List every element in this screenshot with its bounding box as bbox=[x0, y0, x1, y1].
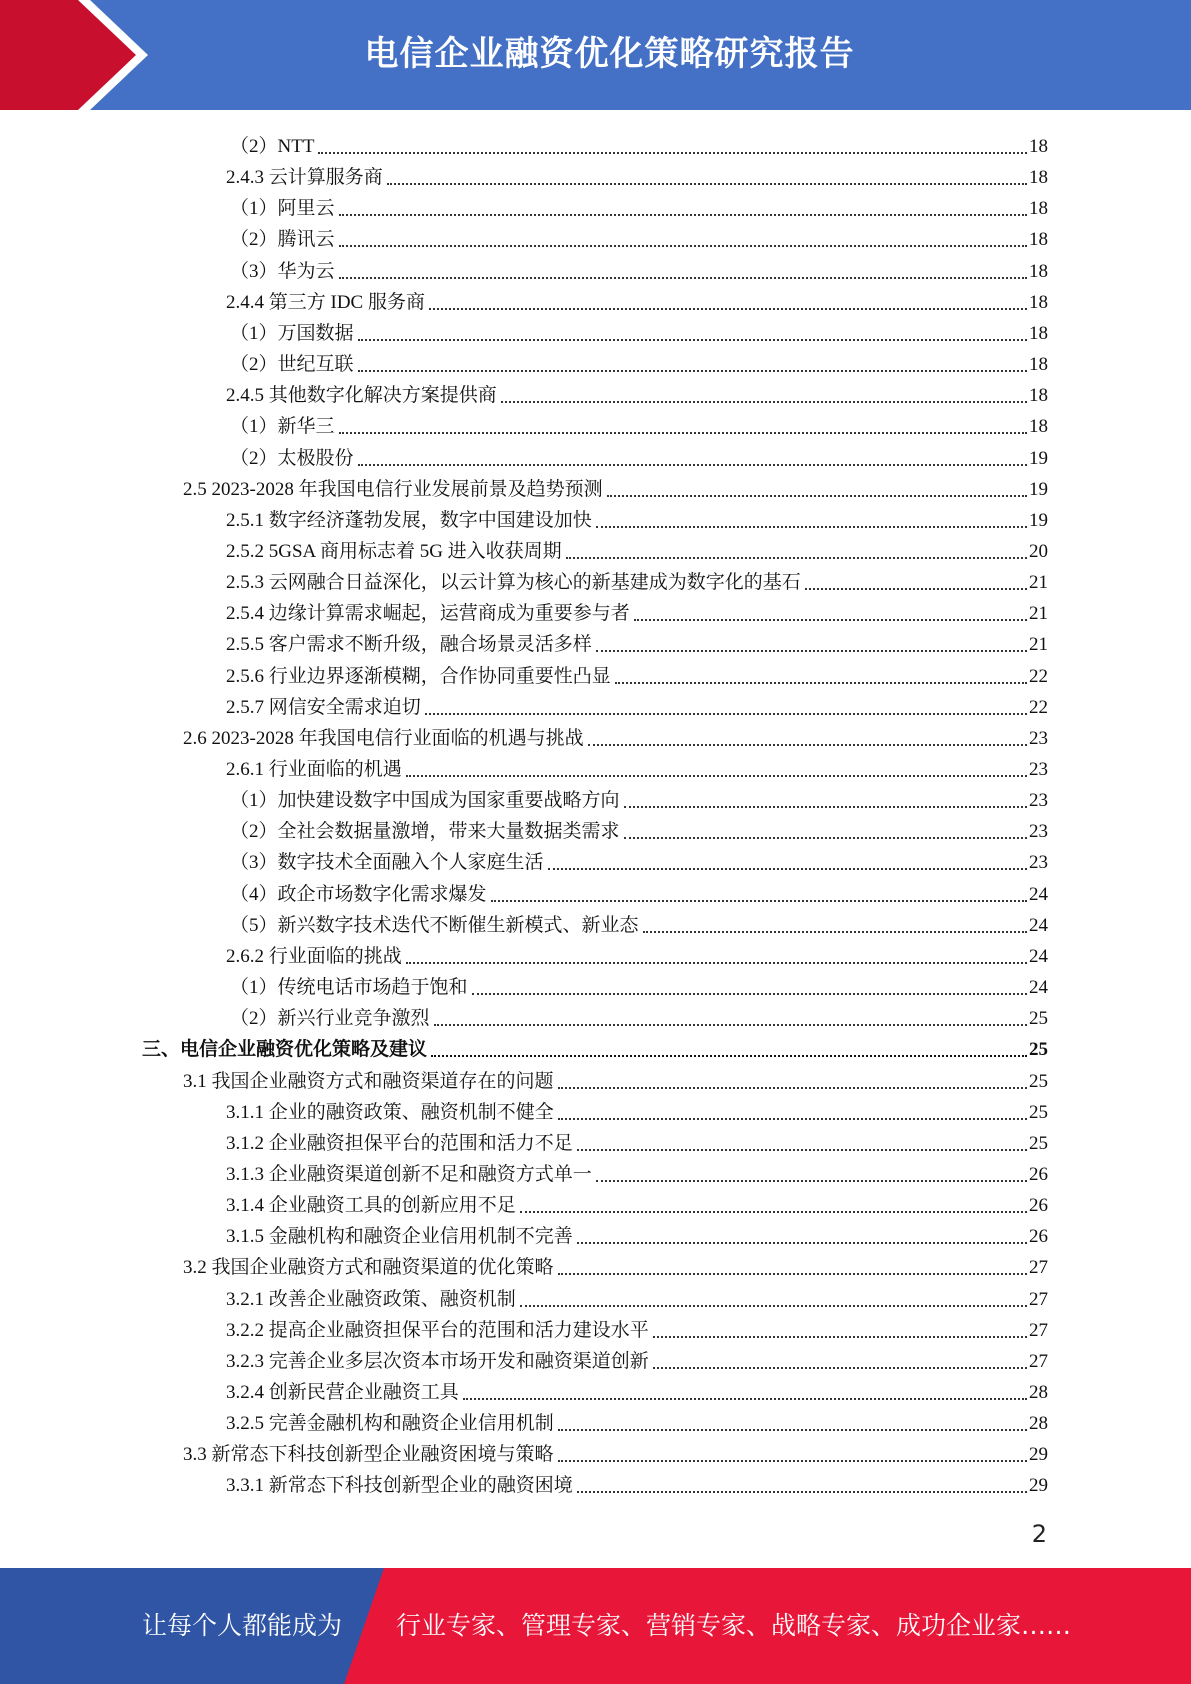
toc-dot-leader bbox=[472, 992, 1027, 995]
toc-entry-title: （4）政企市场数字化需求爆发 bbox=[230, 883, 487, 905]
page-header bbox=[0, 0, 1191, 110]
toc-entry-page: 25 bbox=[1029, 1070, 1048, 1092]
toc-dot-leader bbox=[577, 1490, 1027, 1493]
toc-entry-title: （2）世纪互联 bbox=[230, 354, 354, 376]
toc-entry[interactable] bbox=[230, 843, 1048, 874]
toc-entry-page: 26 bbox=[1029, 1226, 1048, 1248]
toc-dot-leader bbox=[339, 213, 1027, 216]
toc-entry-page: 25 bbox=[1029, 1008, 1048, 1030]
toc-entry-page: 27 bbox=[1029, 1288, 1048, 1310]
toc-entry[interactable] bbox=[230, 968, 1048, 999]
toc-dot-leader bbox=[624, 836, 1027, 839]
toc-entry-title: 3.1.2 企业融资担保平台的范围和活力不足 bbox=[226, 1132, 573, 1154]
toc-entry[interactable] bbox=[230, 439, 1048, 470]
toc-dot-leader bbox=[339, 244, 1027, 247]
toc-dot-leader bbox=[501, 400, 1027, 403]
toc-dot-leader bbox=[588, 743, 1027, 746]
toc-entry-page: 18 bbox=[1029, 136, 1048, 157]
toc-dot-leader bbox=[425, 712, 1027, 715]
toc-entry-title: 3.1.3 企业融资渠道创新不足和融资方式单一 bbox=[226, 1163, 592, 1185]
toc-entry[interactable] bbox=[142, 1030, 1048, 1061]
toc-entry-title: （1）新华三 bbox=[230, 416, 335, 438]
toc-entry-title: （3）华为云 bbox=[230, 260, 335, 282]
toc-entry[interactable] bbox=[226, 625, 1048, 656]
toc-entry-page: 24 bbox=[1029, 914, 1048, 936]
toc-entry[interactable] bbox=[226, 563, 1048, 594]
toc-entry-title: （2）腾讯云 bbox=[230, 229, 335, 251]
toc-dot-leader bbox=[615, 681, 1027, 684]
toc-entry-title: 三、电信企业融资优化策略及建议 bbox=[142, 1039, 428, 1061]
toc-dot-leader bbox=[805, 587, 1027, 590]
toc-entry-page: 25 bbox=[1029, 1101, 1048, 1123]
toc-entry-page: 22 bbox=[1029, 665, 1048, 687]
toc-entry[interactable] bbox=[183, 719, 1048, 750]
toc-entry[interactable] bbox=[226, 158, 1048, 189]
toc-entry-title: 3.1 我国企业融资方式和融资渠道存在的问题 bbox=[183, 1070, 554, 1092]
toc-entry-page: 18 bbox=[1029, 322, 1048, 344]
toc-entry-title: 2.5 2023-2028 年我国电信行业发展前景及趋势预测 bbox=[183, 478, 603, 500]
toc-entry-page: 20 bbox=[1029, 540, 1048, 562]
toc-entry[interactable] bbox=[230, 906, 1048, 937]
toc-entry-title: 3.1.1 企业的融资政策、融资机制不健全 bbox=[226, 1101, 554, 1123]
toc-entry-title: 3.2.1 改善企业融资政策、融资机制 bbox=[226, 1288, 516, 1310]
toc-dot-leader bbox=[653, 1366, 1027, 1369]
toc-dot-leader bbox=[558, 1272, 1027, 1275]
toc-entry-title: 2.6.1 行业面临的机遇 bbox=[226, 759, 402, 780]
toc-dot-leader bbox=[520, 1210, 1027, 1213]
toc-entry-page: 27 bbox=[1029, 1350, 1048, 1372]
toc-entry-page: 26 bbox=[1029, 1195, 1048, 1217]
toc-entry-page: 29 bbox=[1029, 1444, 1048, 1466]
toc-entry-title: 2.6 2023-2028 年我国电信行业面临的机遇与挑战 bbox=[183, 727, 584, 749]
toc-entry[interactable] bbox=[226, 1342, 1048, 1373]
toc-entry-page: 21 bbox=[1029, 634, 1048, 656]
toc-entry-page: 26 bbox=[1029, 1163, 1048, 1185]
toc-entry[interactable] bbox=[226, 1373, 1048, 1404]
toc-entry-page: 18 bbox=[1029, 260, 1048, 282]
toc-entry-title: （2）全社会数据量激增，带来大量数据类需求 bbox=[230, 821, 620, 843]
toc-entry[interactable] bbox=[226, 501, 1048, 532]
toc-entry-title: 3.2.3 完善企业多层次资本市场开发和融资渠道创新 bbox=[226, 1350, 649, 1372]
toc-dot-leader bbox=[429, 307, 1027, 310]
toc-dot-leader bbox=[520, 1304, 1027, 1307]
toc-entry-page: 23 bbox=[1029, 821, 1048, 843]
toc-dot-leader bbox=[653, 1335, 1027, 1338]
toc-dot-leader bbox=[558, 1117, 1027, 1120]
toc-entry-title: 2.5.5 客户需求不断升级，融合场景灵活多样 bbox=[226, 634, 592, 656]
toc-entry-title: 2.4.4 第三方 IDC 服务商 bbox=[226, 291, 425, 313]
toc-entry[interactable] bbox=[226, 1124, 1048, 1155]
toc-entry[interactable] bbox=[183, 1248, 1048, 1279]
footer-slogan-right: 行业专家、管理专家、营销专家、战略专家、成功企业家…… bbox=[396, 1611, 1072, 1640]
toc-entry-page: 25 bbox=[1029, 1039, 1048, 1061]
toc-entry-title: （2）NTT bbox=[230, 136, 315, 157]
toc-entry[interactable] bbox=[226, 1311, 1048, 1342]
toc-entry-page: 23 bbox=[1029, 759, 1048, 780]
toc-entry[interactable] bbox=[230, 314, 1048, 345]
toc-dot-leader bbox=[463, 1397, 1027, 1400]
toc-entry-title: 2.5.6 行业边界逐渐模糊，合作协同重要性凸显 bbox=[226, 665, 611, 687]
toc-entry-page: 18 bbox=[1029, 291, 1048, 313]
toc-dot-leader bbox=[643, 930, 1027, 933]
toc-entry-page: 18 bbox=[1029, 354, 1048, 376]
toc-entry[interactable] bbox=[230, 781, 1048, 812]
toc-entry-title: 2.5.3 云网融合日益深化，以云计算为核心的新基建成为数字化的基石 bbox=[226, 572, 801, 594]
toc-entry-title: 3.2.4 创新民营企业融资工具 bbox=[226, 1382, 459, 1403]
toc-entry[interactable] bbox=[226, 657, 1048, 688]
toc-entry[interactable] bbox=[226, 688, 1048, 719]
toc-entry[interactable] bbox=[230, 345, 1048, 376]
toc-dot-leader bbox=[318, 151, 1027, 154]
toc-entry-title: 2.4.3 云计算服务商 bbox=[226, 167, 383, 189]
toc-entry[interactable] bbox=[226, 750, 1048, 781]
toc-entry[interactable] bbox=[226, 1280, 1048, 1311]
toc-entry-title: 2.5.1 数字经济蓬勃发展，数字中国建设加快 bbox=[226, 509, 592, 531]
toc-entry-title: （1）万国数据 bbox=[230, 322, 354, 344]
toc-entry-page: 23 bbox=[1029, 727, 1048, 749]
toc-entry-title: 2.5.2 5GSA 商用标志着 5G 进入收获周期 bbox=[226, 540, 562, 562]
toc-entry[interactable] bbox=[183, 1062, 1048, 1093]
toc-entry-page: 24 bbox=[1029, 945, 1048, 967]
toc-entry-title: 2.4.5 其他数字化解决方案提供商 bbox=[226, 385, 497, 407]
toc-entry[interactable] bbox=[230, 127, 1048, 158]
toc-entry-page: 27 bbox=[1029, 1319, 1048, 1341]
toc-entry-page: 18 bbox=[1029, 167, 1048, 189]
toc-entry-page: 24 bbox=[1029, 977, 1048, 999]
toc-entry-page: 23 bbox=[1029, 852, 1048, 874]
toc-entry[interactable] bbox=[230, 812, 1048, 843]
toc-entry-title: 3.2.5 完善金融机构和融资企业信用机制 bbox=[226, 1413, 554, 1435]
page-number: 2 bbox=[1031, 1520, 1047, 1548]
toc-entry-title: （1）加快建设数字中国成为国家重要战略方向 bbox=[230, 790, 620, 812]
toc-entry-title: （3）数字技术全面融入个人家庭生活 bbox=[230, 852, 544, 874]
toc-entry-page: 18 bbox=[1029, 416, 1048, 438]
toc-entry[interactable] bbox=[226, 1093, 1048, 1124]
report-title: 电信企业融资优化策略研究报告 bbox=[364, 34, 855, 74]
toc-dot-leader bbox=[596, 649, 1027, 652]
toc-entry-title: （1）阿里云 bbox=[230, 198, 335, 220]
toc-entry-page: 22 bbox=[1029, 696, 1048, 718]
toc-dot-leader bbox=[577, 1148, 1027, 1151]
toc-dot-leader bbox=[558, 1428, 1027, 1431]
toc-entry[interactable] bbox=[226, 594, 1048, 625]
toc-entry-title: 3.1.4 企业融资工具的创新应用不足 bbox=[226, 1195, 516, 1217]
toc-dot-leader bbox=[406, 961, 1027, 964]
toc-dot-leader bbox=[558, 1086, 1027, 1089]
toc-dot-leader bbox=[596, 1179, 1027, 1182]
toc-dot-leader bbox=[548, 867, 1027, 870]
toc-dot-leader bbox=[596, 525, 1027, 528]
toc-entry[interactable] bbox=[226, 1155, 1048, 1186]
toc-entry-title: （2）太极股份 bbox=[230, 447, 354, 469]
toc-entry-title: （2）新兴行业竞争激烈 bbox=[230, 1008, 430, 1030]
toc-dot-leader bbox=[607, 494, 1027, 497]
toc-dot-leader bbox=[387, 182, 1027, 185]
toc-entry-page: 25 bbox=[1029, 1132, 1048, 1154]
toc-entry-title: 3.3.1 新常态下科技创新型企业的融资困境 bbox=[226, 1475, 573, 1497]
toc-entry-page: 18 bbox=[1029, 198, 1048, 220]
toc-entry[interactable] bbox=[226, 376, 1048, 407]
toc-entry-page: 29 bbox=[1029, 1475, 1048, 1497]
toc-entry-title: 3.3 新常态下科技创新型企业融资困境与策略 bbox=[183, 1444, 554, 1466]
toc-entry[interactable] bbox=[226, 1186, 1048, 1217]
toc-dot-leader bbox=[358, 463, 1027, 466]
toc-entry[interactable] bbox=[230, 999, 1048, 1030]
toc-dot-leader bbox=[634, 618, 1027, 621]
toc-dot-leader bbox=[434, 1023, 1027, 1026]
toc-entry[interactable] bbox=[183, 1435, 1048, 1466]
toc-entry-page: 28 bbox=[1029, 1382, 1048, 1403]
toc-dot-leader bbox=[339, 431, 1027, 434]
toc-entry-page: 28 bbox=[1029, 1413, 1048, 1435]
toc-dot-leader bbox=[431, 1054, 1027, 1057]
toc-entry[interactable] bbox=[226, 1404, 1048, 1435]
toc-dot-leader bbox=[358, 338, 1027, 341]
toc-entry[interactable] bbox=[226, 937, 1048, 968]
toc-entry[interactable] bbox=[226, 532, 1048, 563]
toc-entry-page: 21 bbox=[1029, 603, 1048, 625]
toc-entry-title: 2.6.2 行业面临的挑战 bbox=[226, 945, 402, 967]
toc-entry-title: 3.1.5 金融机构和融资企业信用机制不完善 bbox=[226, 1226, 573, 1248]
toc-entry-title: （5）新兴数字技术迭代不断催生新模式、新业态 bbox=[230, 914, 639, 936]
toc-dot-leader bbox=[624, 805, 1027, 808]
toc-entry-page: 18 bbox=[1029, 229, 1048, 251]
toc-entry[interactable] bbox=[230, 189, 1048, 220]
toc-entry-title: （1）传统电话市场趋于饱和 bbox=[230, 977, 468, 999]
toc-entry-page: 19 bbox=[1029, 447, 1048, 469]
toc-dot-leader bbox=[491, 899, 1027, 902]
toc-entry[interactable] bbox=[226, 1466, 1048, 1497]
toc-entry[interactable] bbox=[226, 283, 1048, 314]
toc-dot-leader bbox=[577, 1241, 1027, 1244]
toc-entry-page: 18 bbox=[1029, 385, 1048, 407]
toc-entry-title: 2.5.7 网信安全需求迫切 bbox=[226, 696, 421, 718]
toc-entry-title: 2.5.4 边缘计算需求崛起，运营商成为重要参与者 bbox=[226, 603, 630, 625]
toc-entry-page: 24 bbox=[1029, 883, 1048, 905]
toc-dot-leader bbox=[566, 556, 1027, 559]
toc-dot-leader bbox=[339, 276, 1027, 279]
toc-entry-page: 19 bbox=[1029, 509, 1048, 531]
toc-entry-page: 27 bbox=[1029, 1257, 1048, 1279]
toc-entry[interactable] bbox=[183, 470, 1048, 501]
toc-entry-title: 3.2.2 提高企业融资担保平台的范围和活力建设水平 bbox=[226, 1319, 649, 1341]
toc-dot-leader bbox=[406, 774, 1027, 777]
toc-entry-page: 23 bbox=[1029, 790, 1048, 812]
toc-entry-page: 19 bbox=[1029, 478, 1048, 500]
toc-entry[interactable] bbox=[230, 875, 1048, 906]
toc-entry-page: 21 bbox=[1029, 572, 1048, 594]
toc-entry[interactable] bbox=[230, 220, 1048, 251]
toc-entry[interactable] bbox=[230, 252, 1048, 283]
toc-dot-leader bbox=[558, 1459, 1027, 1462]
footer-slogan-left: 让每个人都能成为 bbox=[142, 1611, 343, 1640]
toc-entry[interactable] bbox=[226, 1217, 1048, 1248]
page-footer bbox=[0, 1568, 1191, 1684]
toc-dot-leader bbox=[358, 369, 1027, 372]
toc-entry[interactable] bbox=[230, 407, 1048, 438]
toc-entry-title: 3.2 我国企业融资方式和融资渠道的优化策略 bbox=[183, 1257, 554, 1279]
